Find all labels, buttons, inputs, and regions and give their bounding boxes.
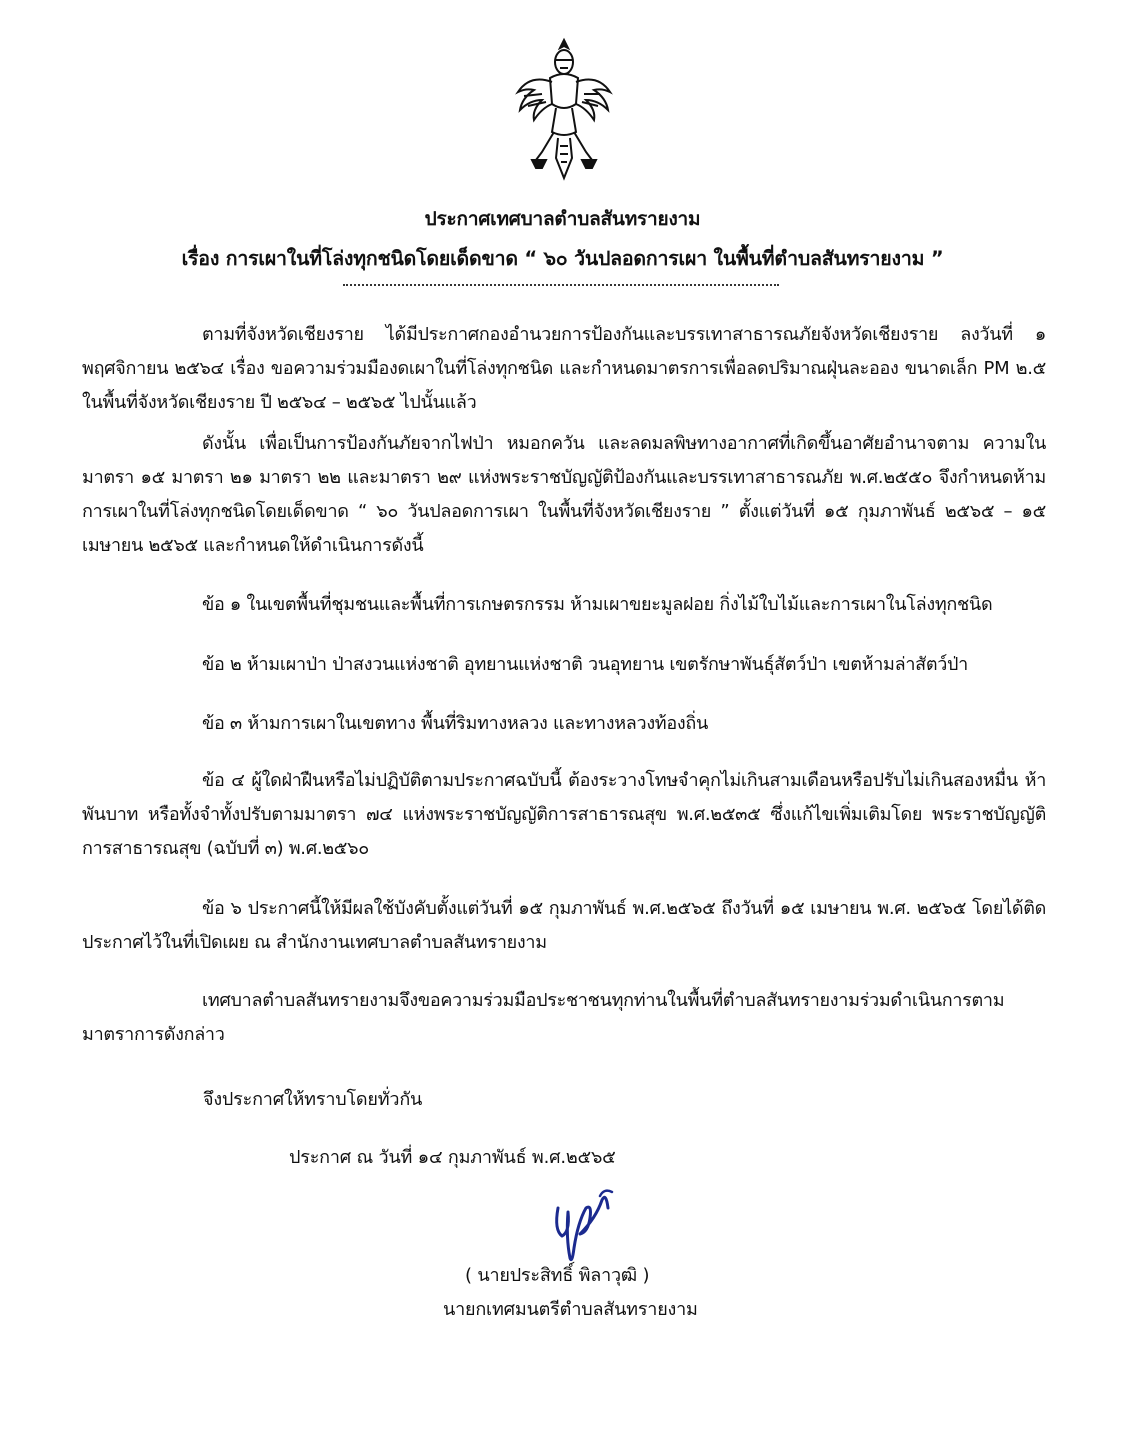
dotted-divider xyxy=(343,284,779,286)
signature-icon xyxy=(544,1178,624,1268)
clause-6-text: ข้อ ๖ ประกาศนี้ให้มีผลใช้บังคับตั้งแต่วันที่ ๑๕ กุมภาพันธ์ พ.ศ.๒๕๖๕ ถึงวันที่ ๑๕ เมษายน พ.ศ. ๒๕๖๕ โดยได้ติดประกาศไว้ในที่เปิดเผย ณ สำนักงานเทศบาลตำบลสันทรายงาม xyxy=(82,898,1046,953)
paragraph-2-text: ดังนั้น เพื่อเป็นการป้องกันภัยจากไฟป่า หมอกควัน และลดมลพิษทางอากาศที่เกิดขึ้นอาศัยอำนาจตาม ความในมาตรา ๑๕ มาตรา ๒๑ มาตรา ๒๒ และมาตรา ๒๙ แห่งพระราชบัญญัติป้องกันและบรรเทาสาธารณภัย พ.ศ.๒๕๕๐ จึงกำหนดห้ามการเผาในที่โล่งทุกชนิดโดยเด็ดขาด “ ๖๐ วันปลอดการเผา ในพื้นที่จังหวัดเชียงราย ” ตั้งแต่วันที่ ๑๕ กุมภาพันธ์ ๒๕๖๕ – ๑๕ เมษายน ๒๕๖๕ และกำหนดให้ดำเนินการดังนี้ xyxy=(82,433,1046,556)
signer-position: นายกเทศมนตรีตำบลสันทรายงาม xyxy=(443,1299,698,1320)
paragraph-1 xyxy=(82,318,1046,420)
garuda-emblem-icon xyxy=(512,34,616,182)
closing-paragraph-text: เทศบาลตำบลสันทรายงามจึงขอความร่วมมือประชาชนทุกท่านในพื้นที่ตำบลสันทรายงามร่วมดำเนินการตาม มาตราการดังกล่าว xyxy=(82,990,1005,1045)
signer-name: ( นายประสิทธิ์ พิลาวุฒิ ) xyxy=(465,1265,650,1286)
announcement-subject: เรื่อง การเผาในที่โล่งทุกชนิดโดยเด็ดขาด “ ๖๐ วันปลอดการเผา ในพื้นที่ตำบลสันทรายงาม ” xyxy=(181,247,944,270)
announcement-title: ประกาศเทศบาลตำบลสันทรายงาม xyxy=(424,208,701,230)
closing-paragraph xyxy=(82,984,1046,1052)
announce-line: จึงประกาศให้ทราบโดยทั่วกัน xyxy=(203,1089,423,1110)
clause-1: ข้อ ๑ ในเขตพื้นที่ชุมชนและพื้นที่การเกษตรกรรม ห้ามเผาขยะมูลฝอย กิ่งไม้ใบไม้และการเผาในโล่งทุกชนิด xyxy=(202,594,993,615)
announcement-date: ประกาศ ณ วันที่ ๑๔ กุมภาพันธ์ พ.ศ.๒๕๖๕ xyxy=(289,1147,616,1168)
clause-4-text: ข้อ ๔ ผู้ใดฝ่าฝืนหรือไม่ปฏิบัติตามประกาศฉบับนี้ ต้องระวางโทษจำคุกไม่เกินสามเดือนหรือปรับไม่เกินสองหมื่น ห้าพันบาท หรือทั้งจำทั้งปรับตามมาตรา ๗๔ แห่งพระราชบัญญัติการสาธารณสุข พ.ศ.๒๕๓๕ ซึ่งแก้ไขเพิ่มเติมโดย พระราชบัญญัติการสาธารณสุข (ฉบับที่ ๓) พ.ศ.๒๕๖๐ xyxy=(82,770,1046,859)
clause-2: ข้อ ๒ ห้ามเผาป่า ป่าสงวนแห่งชาติ อุทยานแห่งชาติ วนอุทยาน เขตรักษาพันธุ์สัตว์ป่า เขตห้ามล่าสัตว์ป่า xyxy=(202,654,968,675)
paragraph-1-text: ตามที่จังหวัดเชียงราย ได้มีประกาศกองอำนวยการป้องกันและบรรเทาสาธารณภัยจังหวัดเชียงราย ลงวันที่ ๑ พฤศจิกายน ๒๕๖๔ เรื่อง ขอความร่วมมืองดเผาในที่โล่งทุกชนิด และกำหนดมาตรการเพื่อลดปริมาณฝุ่นละออง ขนาดเล็ก PM ๒.๕ ในพื้นที่จังหวัดเชียงราย ปี ๒๕๖๔ – ๒๕๖๕ ไปนั้นแล้ว xyxy=(82,324,1046,413)
paragraph-2 xyxy=(82,427,1046,563)
clause-6 xyxy=(82,892,1046,960)
clause-4 xyxy=(82,764,1046,866)
clause-3: ข้อ ๓ ห้ามการเผาในเขตทาง พื้นที่ริมทางหลวง และทางหลวงท้องถิ่น xyxy=(202,713,708,734)
